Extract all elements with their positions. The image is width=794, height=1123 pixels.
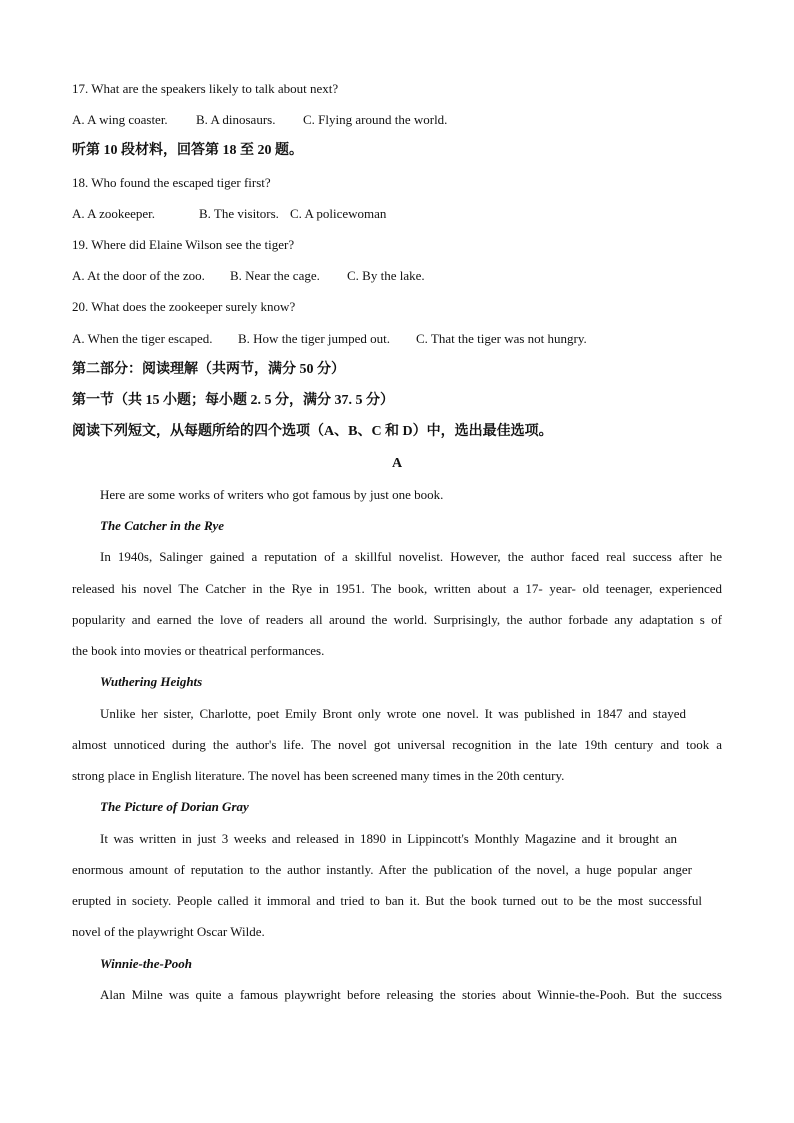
question-19: 19. Where did Elaine Wilson see the tiger? [72,237,295,252]
paragraph-line: almost unnoticed during the author's life. The novel got universal recognition in the late 19th century and took a [72,737,722,752]
paragraph-line: erupted in society. People called it immoral and tried to ban it. But the book turned out to be the most successful [72,893,702,908]
question-17: 17. What are the speakers likely to talk about next? [72,81,339,96]
passage-label: A [391,456,403,471]
option-c: C. By the lake. [347,268,425,283]
paragraph-line: It was written in just 3 weeks and released in 1890 in Lippincott's Monthly Magazine and it brought an [100,831,677,846]
option-c: C. A policewoman [290,206,387,221]
option-b: B. How the tiger jumped out. [238,331,391,346]
book-title-winnie: Winnie-the-Pooh [100,956,192,971]
part-2-title: 第二部分：阅读理解（共两节，满分 50 分） [72,362,345,377]
paragraph-line: released his novel The Catcher in the Rye in 1951. The book, written about a 17- year- old teenager, experienced [72,581,722,596]
book-title-wuthering: Wuthering Heights [100,674,203,689]
paragraph-line: strong place in English literature. The novel has been screened many times in the 20th century. [72,768,565,783]
option-a: A. When the tiger escaped. [72,331,213,346]
option-b: B. A dinosaurs. [196,112,276,127]
paragraph-line: enormous amount of reputation to the author instantly. After the publication of the novel, a huge popular anger [72,862,692,877]
paragraph-line: In 1940s, Salinger gained a reputation of a skillful novelist. However, the author faced real success after he [100,549,722,564]
book-title-dorian-gray: The Picture of Dorian Gray [100,799,249,814]
section-1-title: 第一节（共 15 小题；每小题 2. 5 分，满分 37. 5 分） [72,393,394,408]
paragraph-line: novel of the playwright Oscar Wilde. [72,924,265,939]
paragraph-line: popularity and earned the love of readers all around the world. Surprisingly, the author forbade any adaptation s of [72,612,722,627]
question-19-options [72,267,722,285]
option-b: B. The visitors. [199,206,279,221]
paragraph-line: Alan Milne was quite a famous playwright before releasing the stories about Winnie-the-Pooh. But the success [100,987,722,1002]
option-a: A. A zookeeper. [72,206,156,221]
question-17-options [72,111,722,129]
option-a: A. A wing coaster. [72,112,168,127]
paragraph-line: Unlike her sister, Charlotte, poet Emily Bront only wrote one novel. It was published in 1847 and stayed [100,706,686,721]
option-c: C. That the tiger was not hungry. [416,331,587,346]
book-title-catcher: The Catcher in the Rye [100,518,224,533]
passage-intro: Here are some works of writers who got famous by just one book. [100,487,444,502]
option-b: B. Near the cage. [230,268,320,283]
section-10-instruction: 听第 10 段材料，回答第 18 至 20 题。 [72,143,303,158]
option-a: A. At the door of the zoo. [72,268,205,283]
reading-instruction: 阅读下列短文，从每题所给的四个选项（A、B、C 和 D）中，选出最佳选项。 [72,424,553,439]
question-20: 20. What does the zookeeper surely know? [72,299,296,314]
option-c: C. Flying around the world. [303,112,448,127]
question-20-options [72,330,722,348]
paragraph-line: the book into movies or theatrical performances. [72,643,325,658]
question-18: 18. Who found the escaped tiger first? [72,175,271,190]
question-18-options [72,205,722,223]
